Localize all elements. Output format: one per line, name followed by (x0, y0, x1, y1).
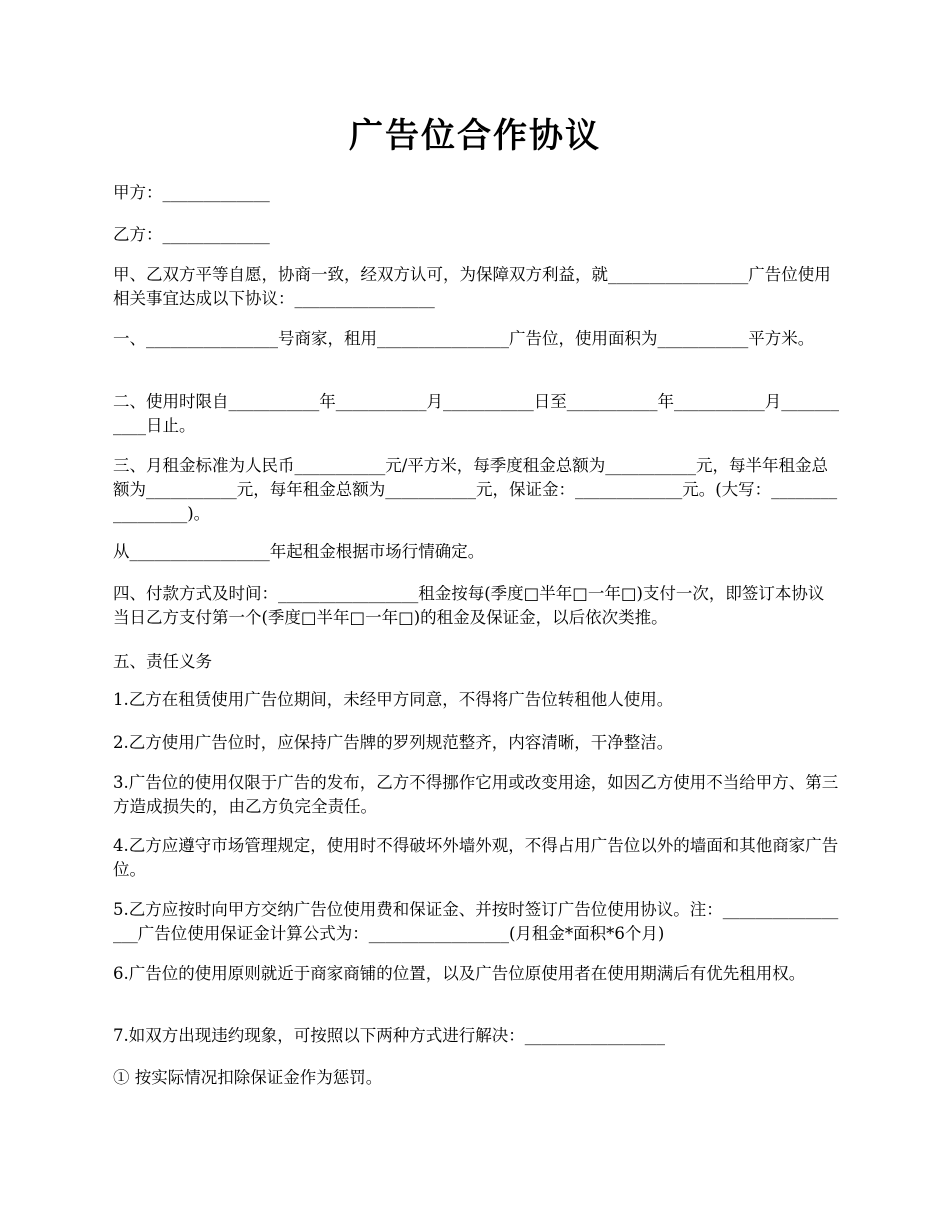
party-b-line: 乙方：_____________ (113, 225, 270, 244)
obligation-item-2: 2.乙方使用广告位时，应保持广告牌的罗列规范整齐，内容清晰，干净整洁。 (113, 733, 674, 752)
obligation-item-7: 7.如双方出现违约现象，可按照以下两种方式进行解决：_________________ (113, 1026, 665, 1045)
item-7-option-1: ① 按实际情况扣除保证金作为惩罚。 (113, 1068, 383, 1087)
clause-5-heading: 五、责任义务 (113, 652, 212, 671)
clause-2-paragraph: 二、使用时限自___________年___________月___________日至___________年___________月___________日止。 (113, 392, 839, 435)
clause-4-paragraph: 四、付款方式及时间：_________________租金按每(季度□半年□一年□)支付一次，即签订本协议当日乙方支付第一个(季度□半年□一年□)的租金及保证金，以后依次类推。 (113, 584, 825, 627)
obligation-item-3: 3.广告位的使用仅限于广告的发布，乙方不得挪作它用或改变用途，如因乙方使用不当给甲方、第三方造成损失的，由乙方负完全责任。 (113, 773, 839, 816)
party-a-line: 甲方：_____________ (113, 183, 270, 202)
obligation-item-5: 5.乙方应按时向甲方交纳广告位使用费和保证金、并按时签订广告位使用协议。注：_________________广告位使用保证金计算公式为：_________________(月租金*面积*6个月) (113, 900, 839, 943)
obligation-item-1: 1.乙方在租赁使用广告位期间，未经甲方同意，不得将广告位转租他人使用。 (113, 690, 674, 709)
clause-3-paragraph: 三、月租金标准为人民币___________元/平方米，每季度租金总额为___________元，每半年租金总额为___________元，每年租金总额为___________元，保证金：_____________元。(大写：_________________)。 (113, 456, 838, 523)
preamble-paragraph: 甲、乙双方平等自愿，协商一致，经双方认可，为保障双方利益，就_________________广告位使用相关事宜达成以下协议：_________________ (113, 265, 831, 308)
obligation-item-6: 6.广告位的使用原则就近于商家商铺的位置，以及广告位原使用者在使用期满后有优先租用权。 (113, 964, 806, 983)
obligation-item-4: 4.乙方应遵守市场管理规定，使用时不得破坏外墙外观，不得占用广告位以外的墙面和其他商家广告位。 (113, 836, 839, 879)
clause-1-paragraph: 一、________________号商家，租用________________广告位，使用面积为___________平方米。 (113, 329, 815, 348)
document-title: 广告位合作协议 (349, 116, 601, 156)
clause-3-note: 从_________________年起租金根据市场行情确定。 (113, 542, 485, 561)
